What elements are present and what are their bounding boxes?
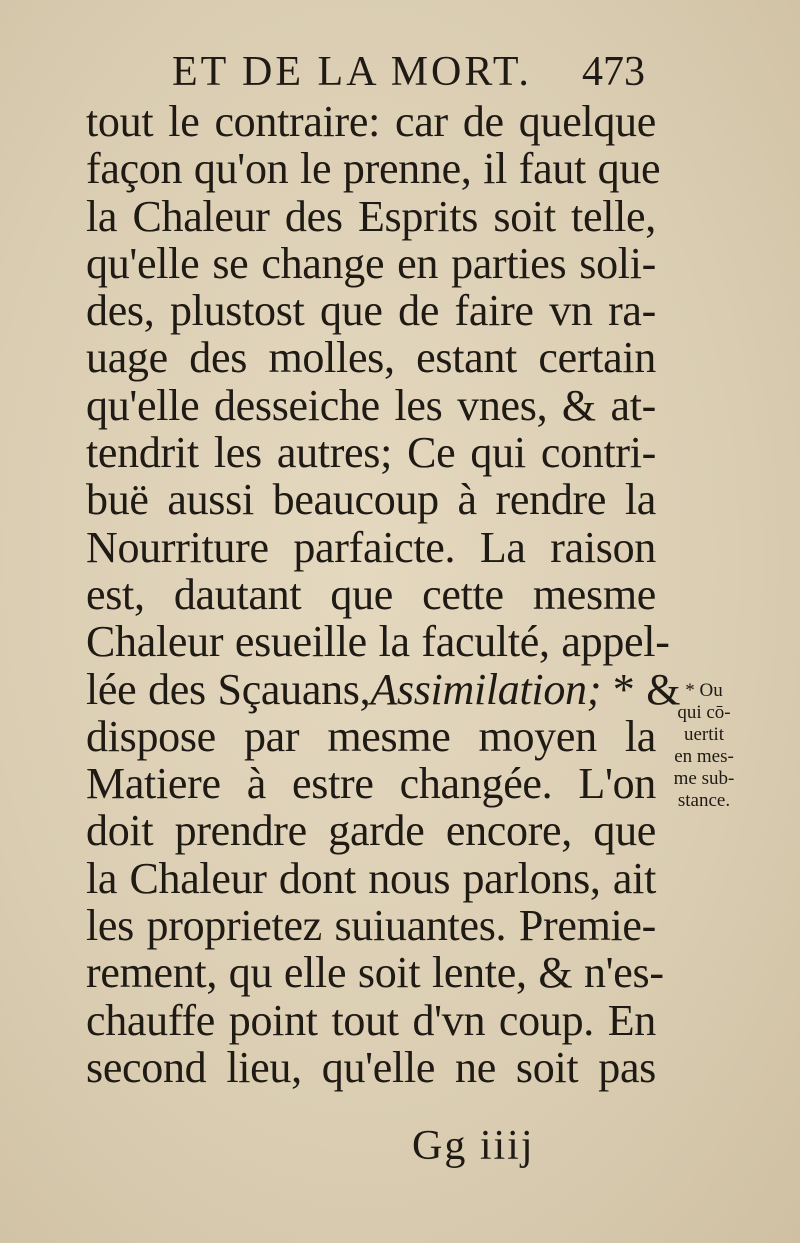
- text-line: second lieu, qu'elle ne soit pas: [86, 1042, 656, 1092]
- marginal-note-line: stance.: [677, 790, 731, 811]
- text-line: tout le contraire: car de quelque: [86, 97, 656, 146]
- signature-mark: Gg iiij: [412, 1123, 535, 1169]
- text-line: Nourriture parfaicte. La raison: [86, 522, 656, 572]
- text-line: rement, qu elle soit lente, & n'es-: [86, 948, 664, 998]
- italic-term: Assimilation;: [370, 664, 602, 714]
- text-line: tendrit les autres; Ce qui contri-: [86, 428, 656, 478]
- text-line: des, plustost que de faire vn ra-: [86, 286, 656, 336]
- text-line: uage des molles, estant certain: [86, 333, 656, 383]
- marginal-note-line: en mes-: [674, 746, 734, 767]
- page-number: 473: [582, 49, 645, 95]
- text-line: chauffe point tout d'vn coup. En: [86, 995, 656, 1045]
- text-line: qu'elle desseiche les vnes, & at-: [86, 380, 656, 430]
- marginal-note: [664, 680, 744, 812]
- marginal-note-line: me sub-: [673, 768, 735, 789]
- running-title: ET DE LA MORT.: [172, 49, 532, 95]
- body-text: [86, 97, 681, 1092]
- text-line-with-italic: [86, 664, 681, 714]
- text-line: Matiere à estre changée. L'on: [86, 759, 656, 809]
- text-line: doit prendre garde encore, que: [86, 806, 656, 856]
- text-line: est, dautant que cette mesme: [86, 569, 656, 619]
- marginal-note-line: uertit: [683, 724, 725, 745]
- text-line: la Chaleur des Esprits soit telle,: [86, 191, 656, 241]
- text-line: qu'elle se change en parties soli-: [86, 238, 656, 288]
- marginal-note-line: qui cō-: [677, 702, 731, 723]
- text-line: Chaleur esueille la faculté, appel-: [86, 617, 670, 667]
- text-line: dispose par mesme moyen la: [86, 711, 656, 761]
- marginal-note-line: * Ou: [685, 680, 723, 701]
- text-line: la Chaleur dont nous parlons, ait: [86, 853, 656, 903]
- text-fragment: lée des Sçauans,: [86, 664, 371, 714]
- text-line: façon qu'on le prenne, il faut que: [86, 144, 661, 194]
- note-reference: * &: [601, 664, 681, 714]
- running-header: [172, 40, 672, 100]
- text-line: buë aussi beaucoup à rendre la: [86, 475, 656, 525]
- text-line: les proprietez suiuantes. Premie-: [86, 901, 656, 951]
